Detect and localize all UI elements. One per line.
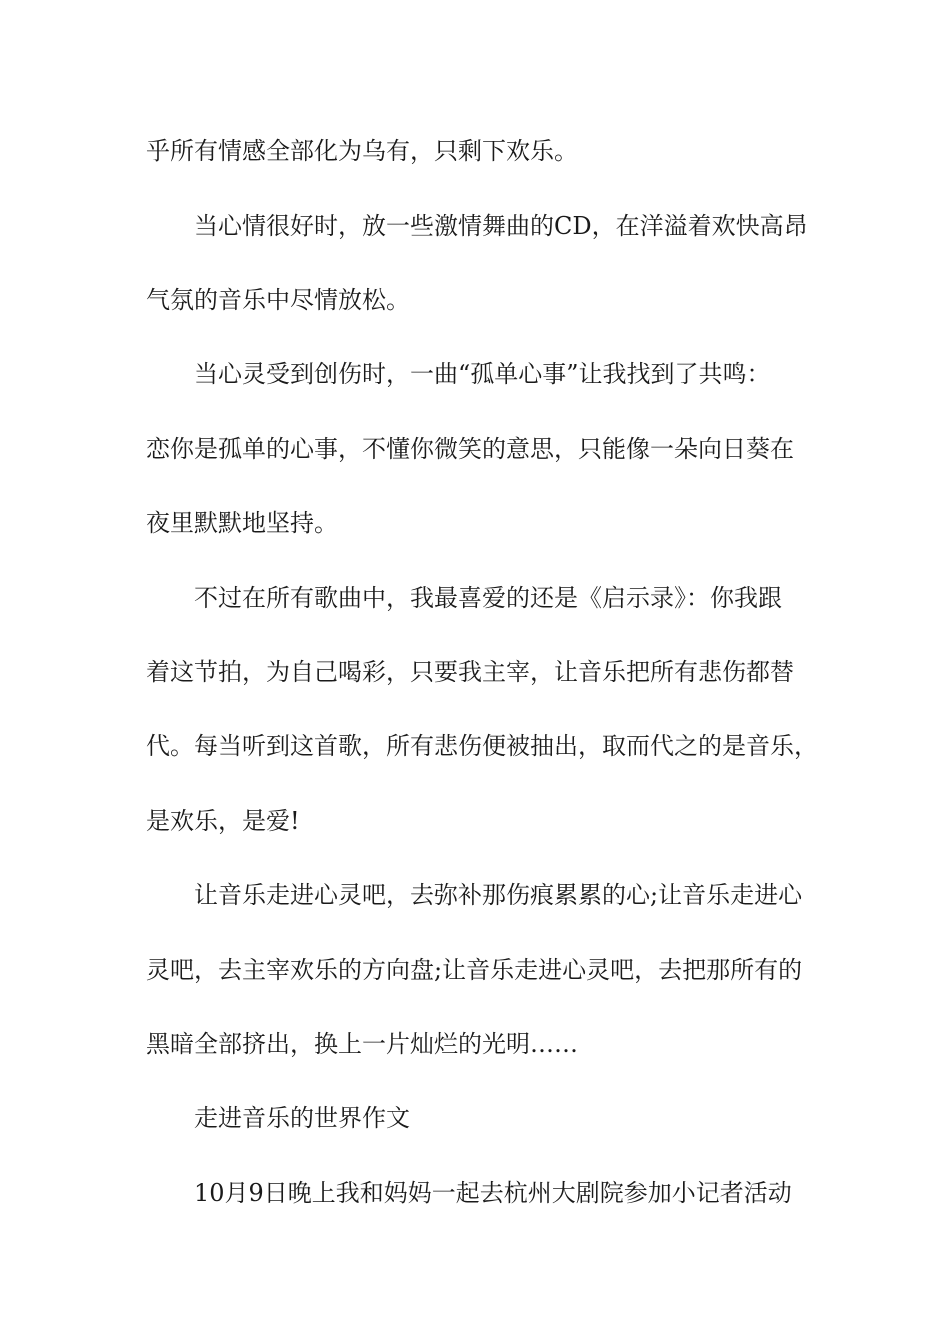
paragraph-start: 当心灵受到创伤时，一曲“孤单心事”让我找到了共鸣： bbox=[194, 360, 771, 388]
paragraph-start: 当心情很好时，放一些激情舞曲的CD，在洋溢着欢快高昂 bbox=[194, 212, 808, 240]
text-line: 是欢乐，是爱! bbox=[146, 807, 300, 835]
text-line: 灵吧，去主宰欢乐的方向盘;让音乐走进心灵吧，去把那所有的 bbox=[146, 956, 803, 984]
text-line: 着这节拍，为自己喝彩，只要我主宰，让音乐把所有悲伤都替 bbox=[146, 658, 794, 686]
section-title: 走进音乐的世界作文 bbox=[194, 1104, 410, 1132]
paragraph-start: 10月9日晚上我和妈妈一起去杭州大剧院参加小记者活动 bbox=[194, 1179, 792, 1207]
text-line: 黑暗全部挤出，换上一片灿烂的光明…… bbox=[146, 1030, 578, 1058]
text-line: 恋你是孤单的心事，不懂你微笑的意思，只能像一朵向日葵在 bbox=[146, 435, 794, 463]
text-line: 气氛的音乐中尽情放松。 bbox=[146, 286, 410, 314]
paragraph-start: 不过在所有歌曲中，我最喜爱的还是《启示录》：你我跟 bbox=[194, 584, 782, 612]
text-line: 代。每当听到这首歌，所有悲伤便被抽出，取而代之的是音乐， bbox=[146, 732, 818, 760]
text-line: 夜里默默地坚持。 bbox=[146, 509, 338, 537]
paragraph-start: 让音乐走进心灵吧，去弥补那伤痕累累的心;让音乐走进心 bbox=[194, 881, 803, 909]
text-line: 乎所有情感全部化为乌有，只剩下欢乐。 bbox=[146, 137, 578, 165]
